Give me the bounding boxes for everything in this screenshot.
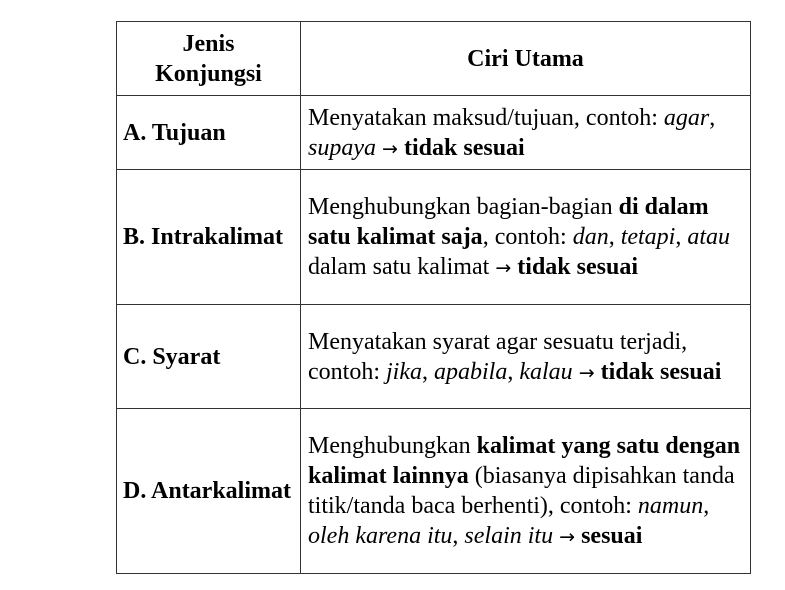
arrow-icon: → bbox=[553, 526, 582, 548]
description-text: , bbox=[422, 358, 434, 385]
description-example-text: atau bbox=[687, 224, 731, 250]
description-example-text: selain itu bbox=[464, 523, 554, 549]
description-example-text: namun bbox=[637, 493, 704, 519]
description-bold-text: tidak sesuai bbox=[517, 254, 638, 280]
description-example-text: apabila bbox=[434, 358, 508, 385]
conjunction-table bbox=[116, 21, 751, 574]
description-text: , bbox=[703, 493, 710, 519]
description-text: Menghubungkan bagian-bagian bbox=[308, 194, 619, 220]
description-text: dalam satu kalimat bbox=[308, 254, 490, 280]
arrow-icon: → bbox=[489, 257, 518, 279]
row-label: B. Intrakalimat bbox=[123, 224, 284, 250]
header-row bbox=[117, 22, 751, 96]
header-jenis-konjungsi-text: Jenis Konjungsi bbox=[155, 30, 262, 87]
description-example-text: kalau bbox=[519, 358, 573, 385]
description-text: Menyatakan syarat agar sesuatu terjadi, contoh: bbox=[308, 328, 688, 385]
description-text: , bbox=[709, 104, 716, 131]
row-description-cell bbox=[301, 409, 751, 574]
description-text: Menghubungkan bbox=[308, 433, 477, 459]
row-description-cell bbox=[301, 96, 751, 170]
row-label: D. Antarkalimat bbox=[123, 478, 291, 504]
row-label: A. Tujuan bbox=[123, 119, 226, 146]
description-bold-text: tidak sesuai bbox=[404, 134, 525, 161]
description-text: , bbox=[507, 358, 520, 385]
header-ciri-utama-text: Ciri Utama bbox=[467, 45, 584, 72]
row-description-cell bbox=[301, 170, 751, 305]
description-text: , contoh: bbox=[482, 224, 573, 250]
description-text: (biasanya dipisahkan tanda titik/tanda baca berhenti), contoh: bbox=[308, 463, 735, 519]
header-jenis-konjungsi bbox=[117, 22, 301, 96]
row-label-cell bbox=[117, 305, 301, 409]
arrow-icon: → bbox=[572, 361, 601, 384]
description-example-text: tetapi bbox=[620, 224, 676, 250]
row-description-cell bbox=[301, 305, 751, 409]
description-text: , bbox=[452, 523, 465, 549]
row-label-cell bbox=[117, 170, 301, 305]
description-bold-text: tidak sesuai bbox=[600, 358, 722, 385]
description-bold-text: sesuai bbox=[581, 523, 643, 549]
table-row bbox=[117, 96, 751, 170]
description-example-text: agar bbox=[663, 104, 710, 131]
description-bold-text: kalimat yang satu dengan kalimat lainnya bbox=[308, 433, 741, 489]
description-example-text: dan bbox=[572, 224, 609, 250]
description-example-text: oleh karena itu bbox=[308, 523, 453, 549]
description-text: Menyatakan maksud/tujuan, contoh: bbox=[308, 104, 664, 131]
table-row bbox=[117, 170, 751, 305]
description-bold-text: di dalam satu kalimat saja bbox=[308, 194, 709, 250]
header-ciri-utama bbox=[301, 22, 751, 96]
description-text: , bbox=[675, 224, 688, 250]
table-row bbox=[117, 305, 751, 409]
description-example-text: supaya bbox=[308, 134, 376, 161]
table-row bbox=[117, 409, 751, 574]
description-text: , bbox=[608, 224, 621, 250]
row-label-cell bbox=[117, 96, 301, 170]
arrow-icon: → bbox=[376, 137, 404, 160]
row-label: C. Syarat bbox=[123, 343, 221, 370]
row-label-cell bbox=[117, 409, 301, 574]
description-example-text: jika bbox=[386, 358, 422, 385]
